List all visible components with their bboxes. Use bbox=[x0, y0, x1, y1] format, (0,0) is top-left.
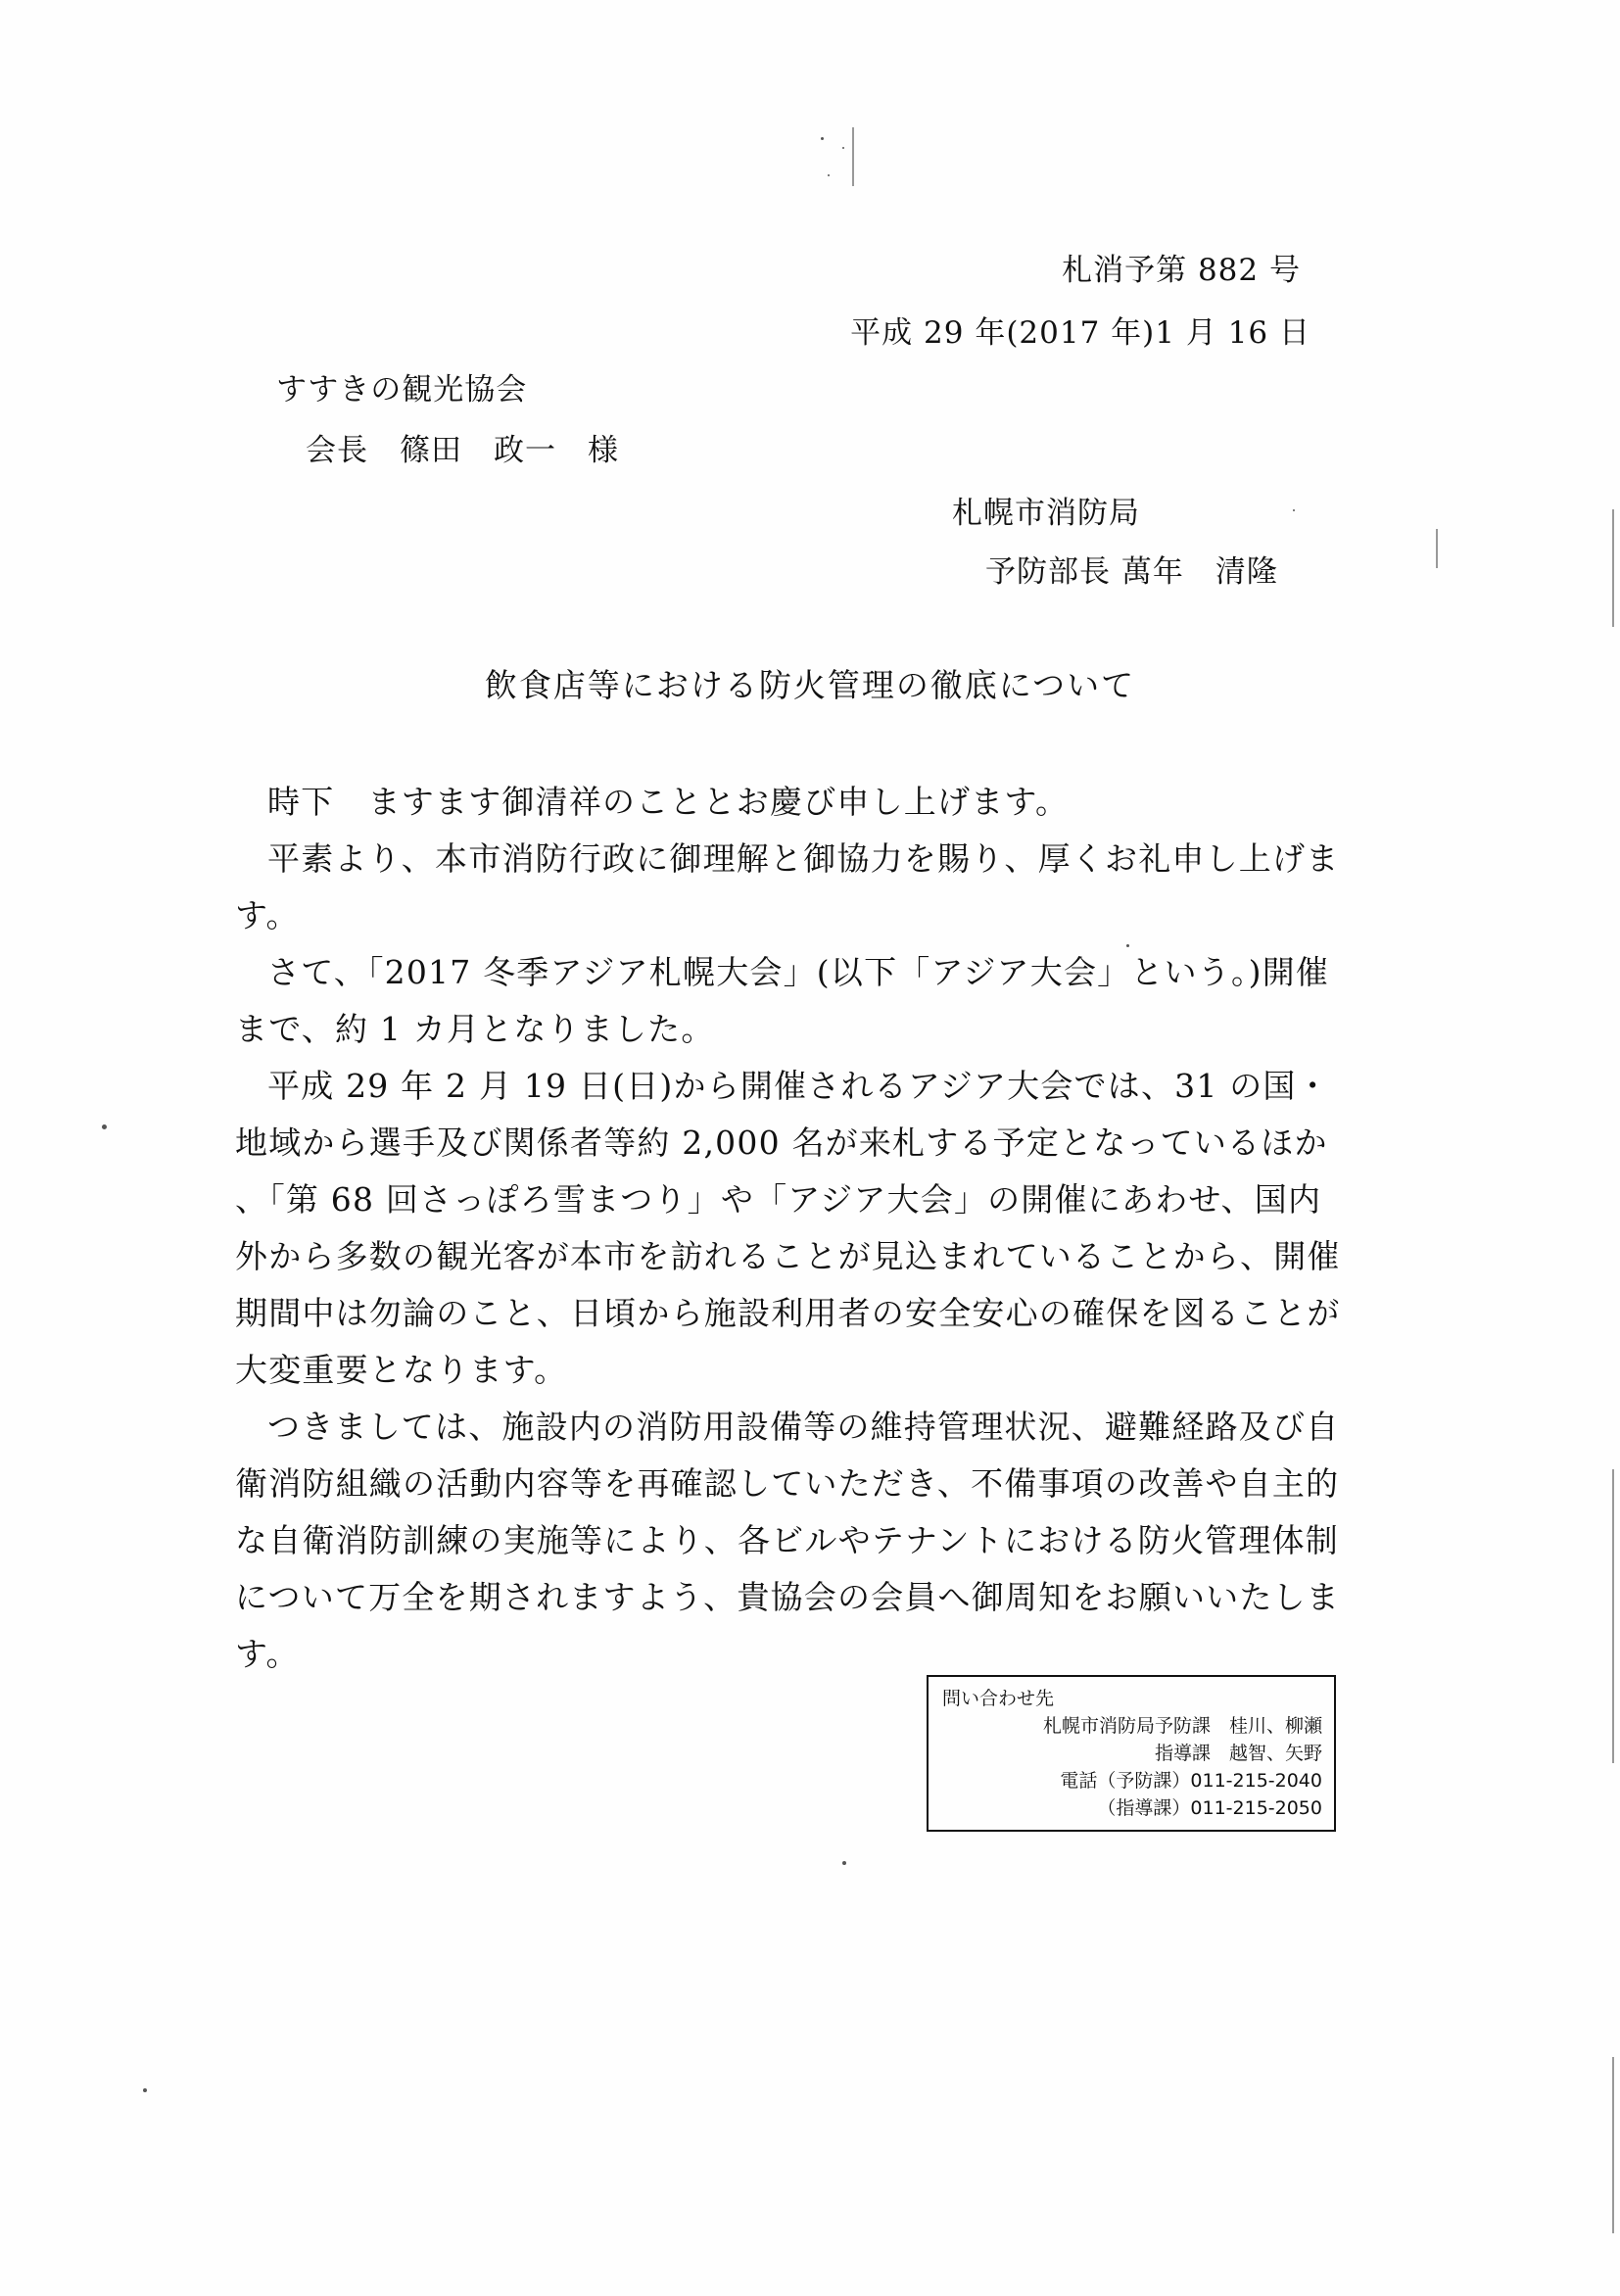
contact-heading: 問い合わせ先 bbox=[942, 1688, 1055, 1709]
speck bbox=[1126, 944, 1129, 947]
edge-mark bbox=[1612, 509, 1614, 627]
recipient-organization: すすきの観光協会 bbox=[276, 372, 528, 407]
speck bbox=[143, 2088, 147, 2092]
contact-box bbox=[927, 1675, 1336, 1832]
edge-mark bbox=[852, 127, 854, 186]
speck bbox=[842, 147, 844, 149]
edge-mark bbox=[1612, 1469, 1614, 1763]
body-paragraph-4: つきましては、施設内の消防用設備等の維持管理状況、避難経路及び自衛消防組織の活動内容等を再確認していただき、不備事項の改善や自主的な自衛消防訓練の実施等により、各ビルやテナントにおける防火管理体制について万全を期されますよう、貴協会の会員へ御周知をお願いいたします。 bbox=[235, 1408, 1340, 1673]
speck bbox=[821, 137, 824, 140]
speck bbox=[1293, 509, 1295, 511]
document-date: 平成 29 年(2017 年)1 月 16 日 bbox=[850, 315, 1310, 351]
speck bbox=[828, 174, 830, 176]
sender-name: 予防部長 萬年 清隆 bbox=[985, 554, 1278, 590]
sender-organization: 札幌市消防局 bbox=[952, 496, 1140, 531]
edge-mark bbox=[1436, 529, 1438, 568]
edge-mark bbox=[1612, 2057, 1614, 2233]
letter-body bbox=[235, 774, 1342, 1683]
recipient-name: 会長 篠田 政一 様 bbox=[306, 433, 619, 468]
speck bbox=[102, 1124, 107, 1129]
body-paragraph-3: 平成 29 年 2 月 19 日(日)から開催されるアジア大会では、31 の国・地域から選手及び関係者等約 2,000 名が来札する予定となっているほか、「第 68 回さっぽろ雪まつり」や「アジア大会」の開催にあわせ、国内外から多数の観光客が本市を訪れることが見込まれていることから、開催期間中は勿論のこと、日頃から施設利用者の安全安心の確保を図ることが大変重要となります。 bbox=[235, 1067, 1341, 1389]
document-number: 札消予第 882 号 bbox=[1062, 253, 1301, 288]
body-paragraph-1: 平素より、本市消防行政に御理解と御協力を賜り、厚くお礼申し上げます。 bbox=[235, 839, 1340, 934]
contact-phone-1: 電話（予防課）011-215-2040 bbox=[1060, 1770, 1322, 1792]
greeting-paragraph: 時下 ますます御清祥のこととお慶び申し上げます。 bbox=[267, 783, 1070, 821]
speck bbox=[842, 1861, 846, 1865]
body-paragraph-2: さて、「2017 冬季アジア札幌大会」(以下「アジア大会」という。)開催まで、約 1 カ月となりました。 bbox=[235, 953, 1330, 1048]
document-title: 飲食店等における防火管理の徹底について bbox=[484, 666, 1136, 704]
contact-line-1: 札幌市消防局予防課 桂川、柳瀬 bbox=[1042, 1715, 1322, 1737]
contact-phone-2: （指導課）011-215-2050 bbox=[1097, 1797, 1322, 1819]
contact-line-2: 指導課 越智、矢野 bbox=[1154, 1743, 1322, 1764]
